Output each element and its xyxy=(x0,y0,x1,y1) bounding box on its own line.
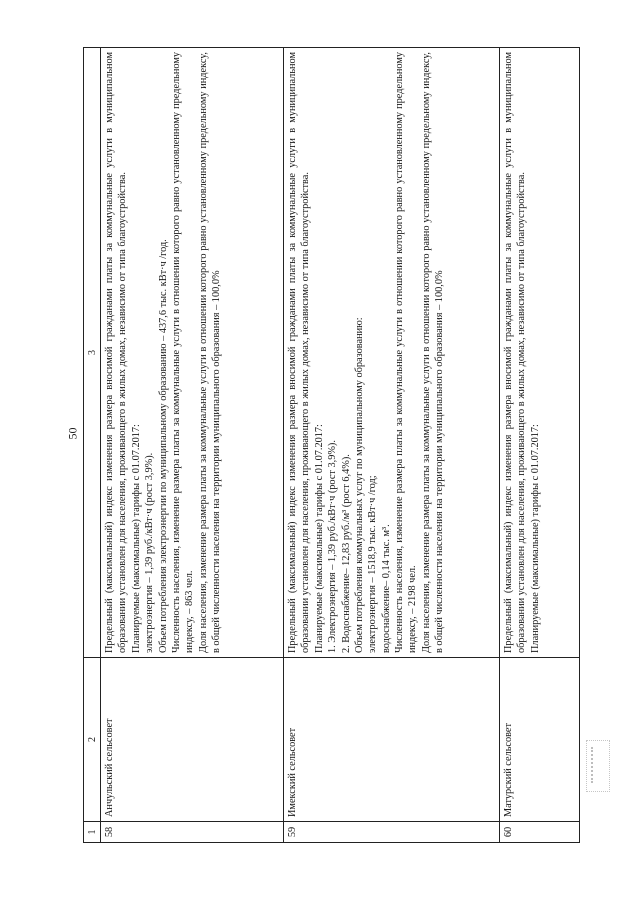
text-line: Предельный (максимальный) индекс изменения размера вносимой гражданами платы за коммунальные услуги в муниципальном образовании установлен для населения, проживающего в жилых домах, независимо от типа благоустройства. xyxy=(104,52,129,653)
row-number: 59 xyxy=(284,822,500,843)
text-line: электроэнергия – 1518,9 тыс. кВт·ч /год; xyxy=(367,475,379,653)
row-number: 60 xyxy=(500,822,580,843)
text-line: Доля населения, изменение размера платы за коммунальные услуги в отношении которого равно установленному предельному индексу, в общей численности населения на территории муниципального образования – 100,0% xyxy=(420,52,446,653)
text-line: Численность населения, изменение размера платы за коммунальные услуги в отношении которого равно установленному предельному индексу, – 863 чел. xyxy=(170,52,196,653)
header-row xyxy=(84,48,101,843)
text-line: водоснабжение– 0,14 тыс. м³. xyxy=(380,524,392,653)
text-line: электроэнергия – 1,39 руб./кВт·ч (рост 3,9%). xyxy=(144,452,156,653)
stamp-mark xyxy=(586,740,610,792)
row-description xyxy=(101,48,284,658)
text-line: Предельный (максимальный) индекс изменения размера вносимой гражданами платы за коммунальные услуги в муниципальном образовании установлен для населения, проживающего в жилых домах, независимо от типа благоустройства. xyxy=(503,52,528,653)
municipality-name: Анчульский сельсовет xyxy=(101,658,284,822)
text-line: Объем потребления электроэнергии по муниципальному образованию – 437,6 тыс. кВт·ч /год. xyxy=(157,239,169,653)
header-col-2: 2 xyxy=(84,658,101,822)
text-line: Объем потребления коммунальных услуг по муниципальному образованию: xyxy=(353,317,365,653)
text-line: Планируемые (максимальные) тарифы с 01.07.2017: xyxy=(313,424,325,653)
table-row xyxy=(101,48,284,843)
text-line: Численность населения, изменение размера платы за коммунальные услуги в отношении которого равно установленному предельному индексу, – 2198 чел. xyxy=(394,52,419,653)
header-col-3: 3 xyxy=(84,48,101,658)
header-col-1: 1 xyxy=(84,822,101,843)
text-line: 1. Электроэнергия – 1,39 руб./кВт·ч (рост 3,9%). xyxy=(327,440,339,653)
row-description xyxy=(284,48,500,658)
tariff-table xyxy=(83,47,580,843)
table-row xyxy=(500,48,580,843)
text-line: Доля населения, изменение размера платы за коммунальные услуги в отношении которого равно установленному предельному индексу, в общей численности населения на территории муниципального образования – 100,0% xyxy=(197,52,222,653)
table-row xyxy=(284,48,500,843)
municipality-name: Матурский сельсовет xyxy=(500,658,580,822)
text-line: Планируемые (максимальные) тарифы с 01.07.2017: xyxy=(130,424,142,653)
text-line: 2. Водоснабжение– 12,83 руб./м³ (рост 6,4%). xyxy=(340,454,352,653)
rotated-table-container xyxy=(83,48,580,843)
text-line: Планируемые (максимальные) тарифы с 01.07.2017: xyxy=(529,424,541,653)
municipality-name: Имекский сельсовет xyxy=(284,658,500,822)
text-line: Предельный (максимальный) индекс изменения размера вносимой гражданами платы за коммунальные услуги в муниципальном образовании установлен для населения, проживающего в жилых домах, независимо от типа благоустройства. xyxy=(287,52,312,653)
row-description xyxy=(500,48,580,658)
page-number: 50 xyxy=(65,427,80,440)
row-number: 58 xyxy=(101,822,284,843)
